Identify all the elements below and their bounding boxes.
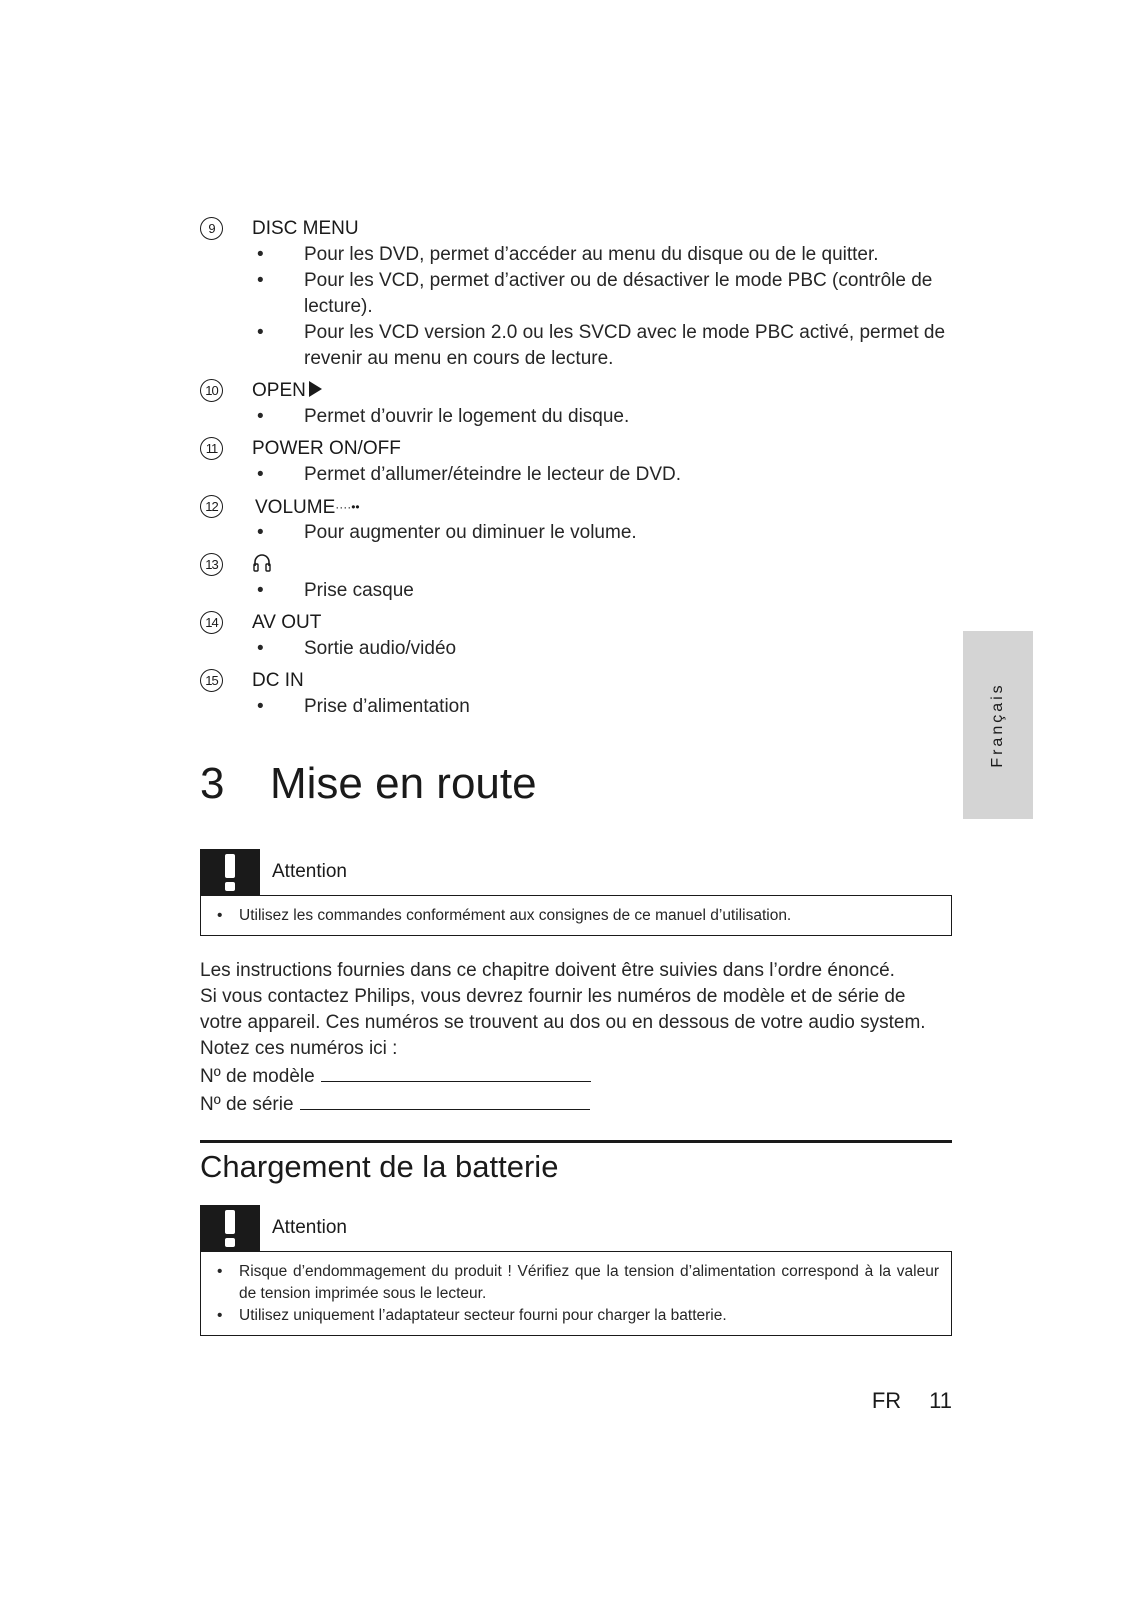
paragraph-line: Si vous contactez Philips, vous devrez fournir les numéros de modèle et de série de — [200, 986, 906, 1007]
feature-title: POWER ON/OFF — [252, 438, 401, 459]
attention-title: Attention — [272, 861, 347, 882]
paragraph-line: votre appareil. Ces numéros se trouvent au dos ou en dessous de votre audio system. — [200, 1012, 926, 1033]
headphones-icon — [252, 552, 272, 579]
section-divider — [200, 1140, 952, 1143]
list-item: • Prise casque — [257, 580, 414, 601]
page-number: 11 — [929, 1388, 952, 1413]
item-number: 9 — [200, 217, 223, 240]
list-item: • Prise d’alimentation — [257, 696, 470, 717]
list-item: • Sortie audio/vidéo — [257, 638, 457, 659]
list-item: • Risque d’endommagement du produit ! Vérifiez que la tension d’alimentation correspond à la valeur de tension imprimée sous le lecteur. — [217, 1263, 939, 1302]
list-item: • Pour les VCD, permet d’activer ou de désactiver le mode PBC (contrôle de lecture). — [257, 270, 933, 317]
list-item: • Permet d’ouvrir le logement du disque. — [257, 406, 630, 427]
paragraph-line: Les instructions fournies dans ce chapitre doivent être suivies dans l’ordre énoncé. — [200, 960, 895, 981]
item-number: 14 — [200, 611, 223, 634]
item-number: 10 — [200, 379, 223, 402]
section-title: Chargement de la batterie — [200, 1149, 559, 1184]
serial-number-field: Nº de série — [200, 1090, 960, 1118]
feature-title: DISC MENU — [252, 218, 359, 239]
paragraph-line: Notez ces numéros ici : — [200, 1038, 398, 1059]
feature-title: AV OUT — [252, 612, 322, 633]
volume-scale-icon: ····•• — [335, 500, 360, 514]
chapter-heading — [200, 754, 537, 814]
list-item: • Utilisez uniquement l’adaptateur secteur fourni pour charger la batterie. — [217, 1307, 727, 1324]
language-code: FR — [871, 1388, 902, 1413]
page-footer — [860, 1386, 952, 1416]
item-number: 13 — [200, 553, 223, 576]
play-triangle-icon — [309, 381, 322, 397]
warning-icon — [200, 849, 260, 895]
list-item: • Pour les VCD version 2.0 ou les SVCD avec le mode PBC activé, permet de revenir au menu en cours de lecture. — [257, 322, 946, 369]
list-item: • Permet d’allumer/éteindre le lecteur de DVD. — [257, 464, 682, 485]
feature-title: VOLUME····•• — [255, 497, 360, 518]
item-number: 11 — [200, 437, 223, 460]
feature-title: DC IN — [252, 670, 304, 691]
model-number-field: Nº de modèle — [200, 1062, 960, 1090]
model-number-blank — [321, 1062, 591, 1082]
list-item: • Utilisez les commandes conformément aux consignes de ce manuel d’utilisation. — [217, 907, 792, 924]
list-item: • Pour les DVD, permet d’accéder au menu du disque ou de le quitter. — [257, 244, 879, 265]
attention-content — [200, 1251, 952, 1336]
chapter-number: 3 — [200, 759, 225, 808]
language-side-tab — [963, 631, 1033, 819]
item-number: 15 — [200, 669, 223, 692]
warning-icon — [200, 1205, 260, 1251]
language-tab-label: Français — [989, 682, 1006, 768]
feature-title: OPEN — [252, 378, 322, 404]
attention-title: Attention — [272, 1217, 347, 1238]
serial-number-blank — [300, 1090, 590, 1110]
chapter-title: Mise en route — [270, 759, 537, 808]
item-number: 12 — [200, 495, 223, 518]
list-item: • Pour augmenter ou diminuer le volume. — [257, 522, 637, 543]
intro-paragraph — [200, 958, 960, 1118]
attention-content — [200, 895, 952, 936]
